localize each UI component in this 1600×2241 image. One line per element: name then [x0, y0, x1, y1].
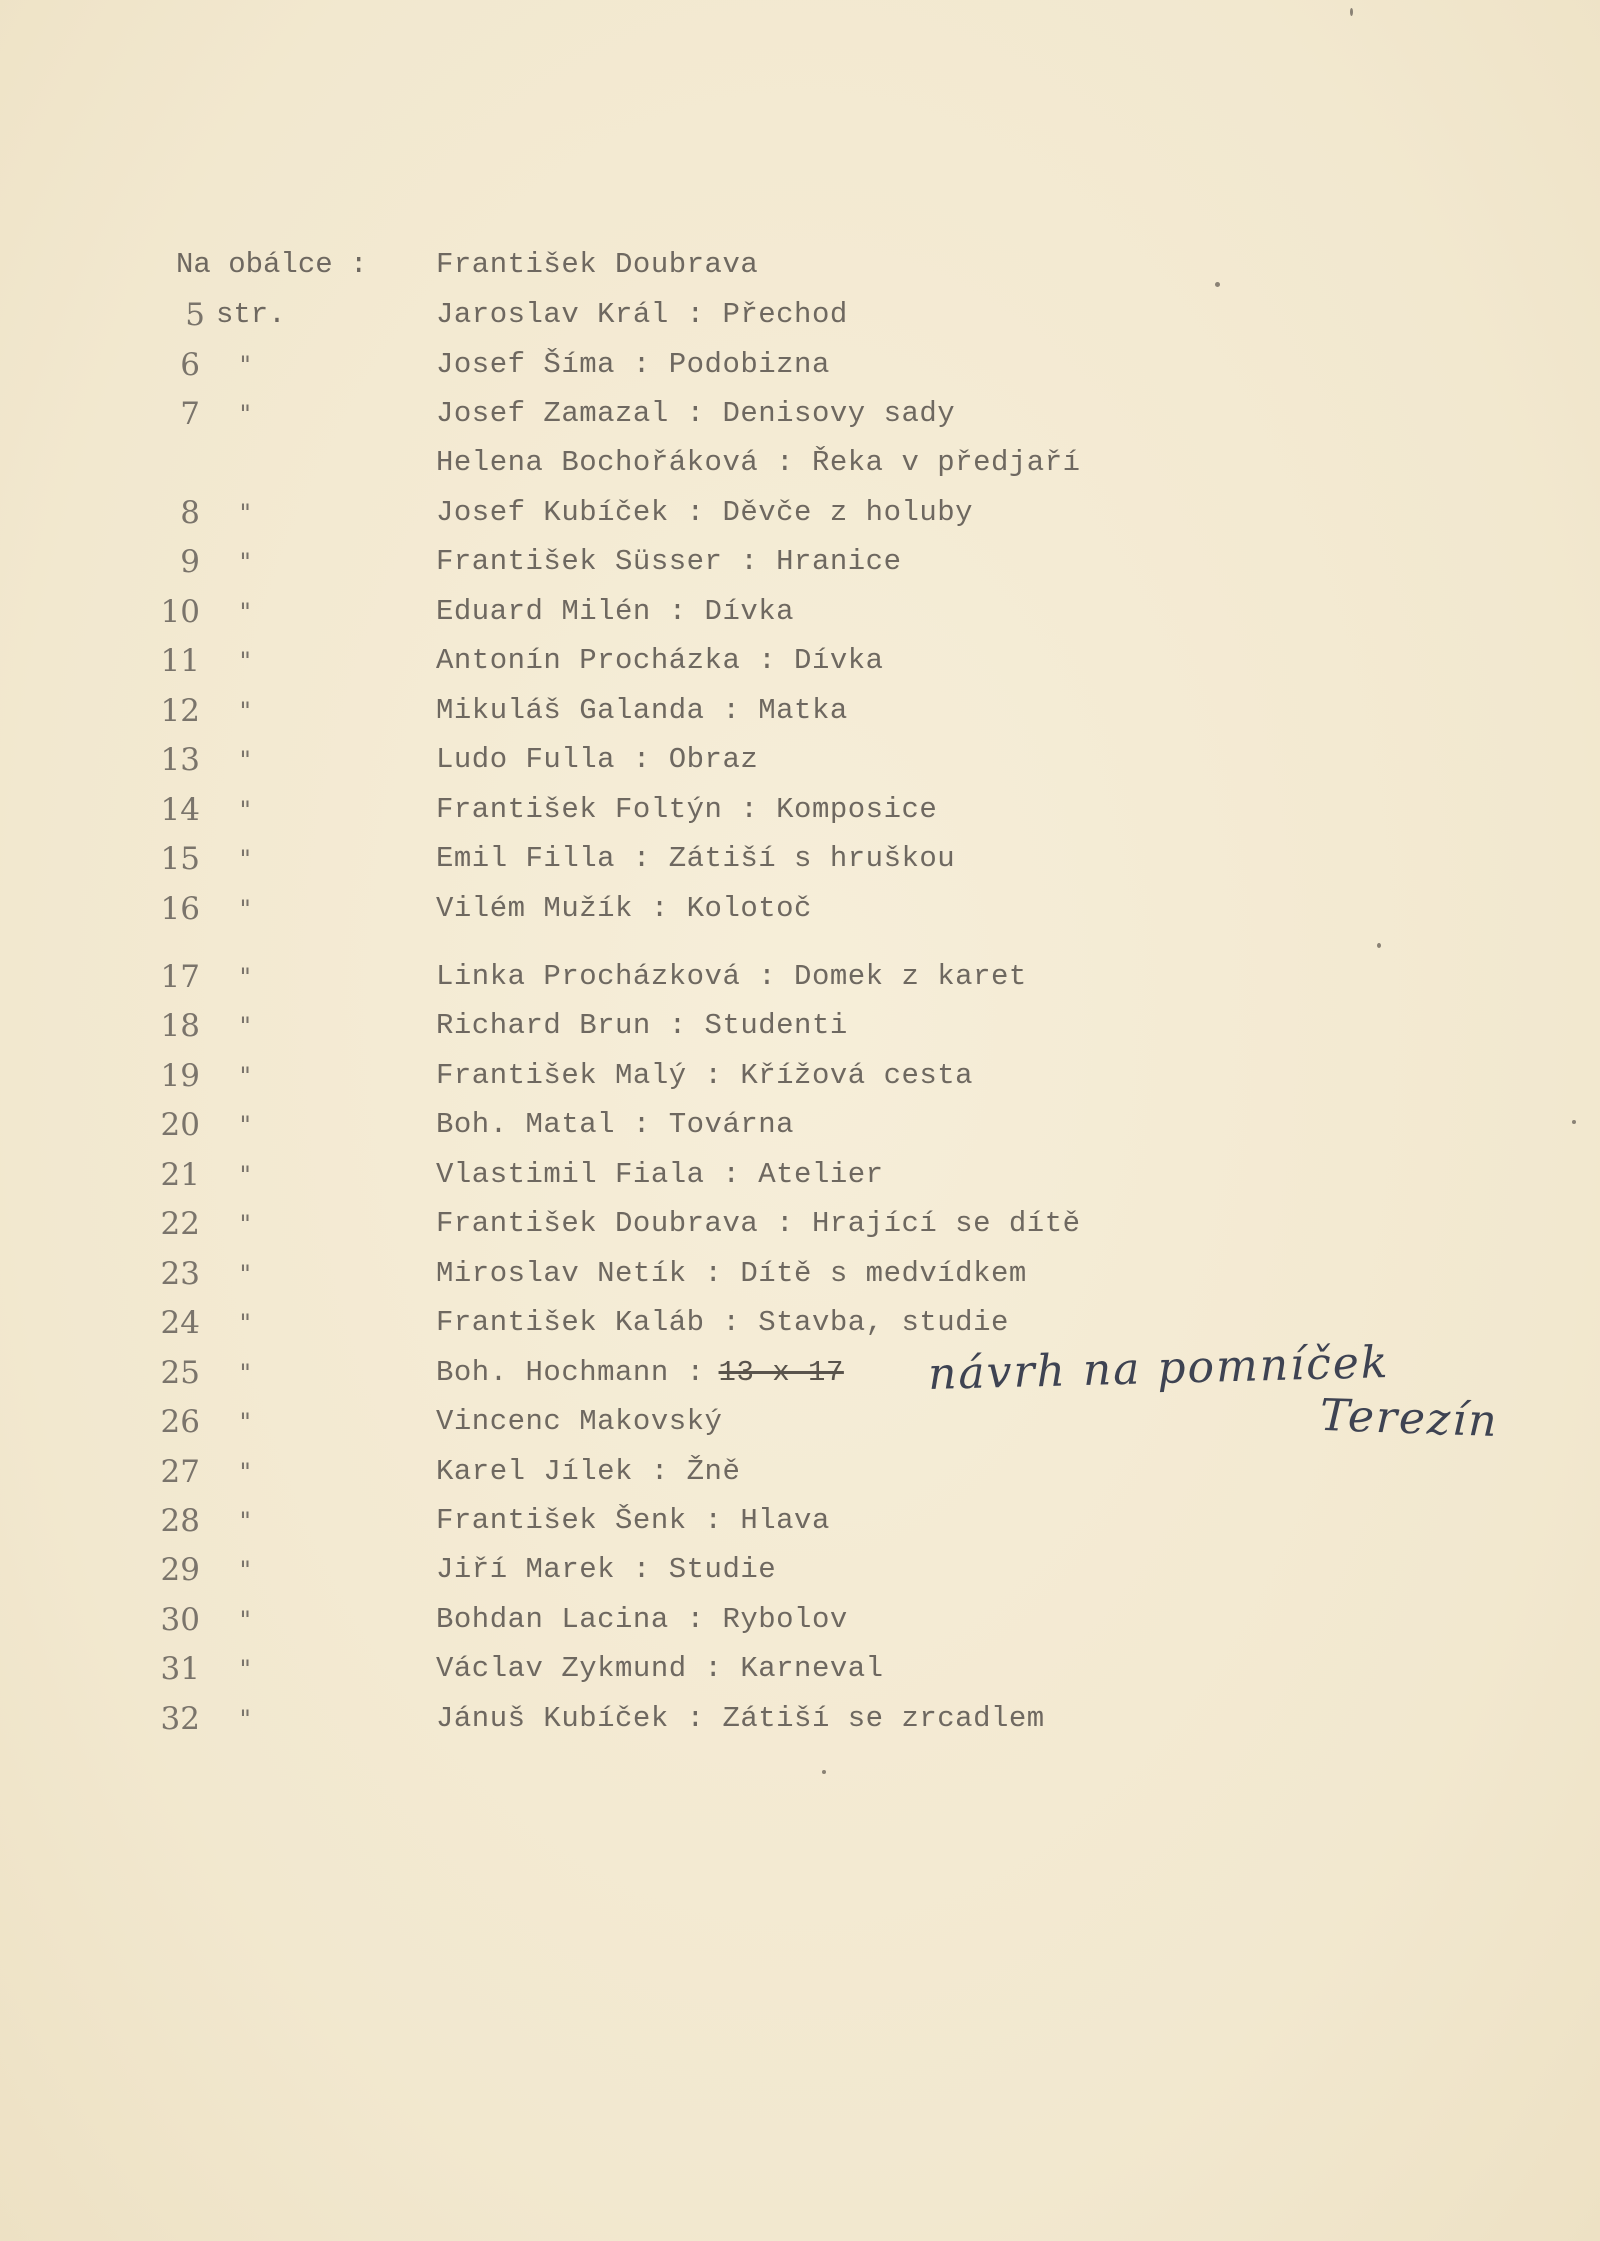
paper-speck: [822, 1770, 826, 1774]
artwork-entry: [436, 1501, 830, 1541]
page-number: 13: [160, 742, 200, 778]
ditto-mark: ": [238, 895, 253, 923]
artwork-entry: [436, 1105, 794, 1145]
artwork-entry-text: František Kaláb : Stavba, studie: [436, 1306, 1009, 1339]
artwork-entry-text: Josef Kubíček : Děvče z holuby: [436, 496, 974, 529]
ditto-mark: ": [238, 1556, 253, 1584]
artwork-entry-text: František Foltýn : Komposice: [436, 793, 938, 826]
artwork-entry-text: Mikuláš Galanda : Matka: [436, 694, 848, 727]
artwork-entry: [436, 1699, 1045, 1739]
artwork-entry: [436, 394, 955, 434]
artwork-entry: [436, 1550, 776, 1590]
artwork-entry: [436, 691, 848, 731]
artwork-entry-text: Linka Procházková : Domek z karet: [436, 960, 1027, 993]
artwork-entry: [436, 1155, 884, 1195]
artwork-entry: [436, 1056, 973, 1096]
ditto-mark: ": [238, 548, 253, 576]
ditto-mark: ": [238, 1705, 253, 1733]
ditto-mark: ": [238, 499, 253, 527]
page-number: 30: [160, 1602, 200, 1638]
artwork-entry-text: Vlastimil Fiala : Atelier: [436, 1158, 884, 1191]
page-number: 27: [160, 1454, 200, 1490]
struck-dimensions: 13 x 17: [718, 1356, 844, 1389]
artwork-entry-text: František Malý : Křížová cesta: [436, 1059, 974, 1092]
ditto-mark: ": [238, 845, 253, 873]
page-number: 14: [160, 792, 200, 828]
artwork-entry-text: Václav Zykmund : Karneval: [436, 1652, 884, 1685]
page-number: 28: [160, 1503, 200, 1539]
paper-speck: [1377, 943, 1381, 948]
page-number: 21: [160, 1157, 200, 1193]
artwork-entry-text: Vincenc Makovský: [436, 1405, 723, 1438]
artwork-entry-text: Boh. Matal : Továrna: [436, 1108, 795, 1141]
ditto-mark: ": [238, 351, 253, 379]
artwork-entry: [436, 1254, 1027, 1294]
page-number: 7: [180, 396, 200, 432]
page-number: 16: [160, 891, 200, 927]
artwork-entry: [436, 592, 794, 632]
page-number: 15: [160, 841, 200, 877]
artwork-entry: [436, 740, 758, 780]
ditto-mark: ": [238, 1161, 253, 1189]
artwork-entry-text: Vilém Mužík : Kolotoč: [436, 892, 812, 925]
ditto-mark: ": [238, 400, 253, 428]
artwork-entry: [436, 1006, 848, 1046]
artwork-entry: [436, 443, 1081, 483]
artwork-entry-text: Jiří Marek : Studie: [436, 1553, 777, 1586]
artwork-entry-text: Karel Jílek : Žně: [436, 1455, 741, 1488]
artwork-entry-text: Helena Bochořáková : Řeka v předjaří: [436, 446, 1081, 479]
page-number: 26: [160, 1404, 200, 1440]
ditto-mark: ": [238, 1507, 253, 1535]
ditto-mark: ": [238, 1260, 253, 1288]
artwork-entry: [436, 1649, 884, 1689]
artwork-entry: [436, 839, 955, 879]
page-number: 19: [160, 1058, 200, 1094]
ditto-mark: ": [238, 746, 253, 774]
artwork-entry-text: Josef Zamazal : Denisovy sady: [436, 397, 956, 430]
ditto-mark: ": [238, 697, 253, 725]
page-number: 6: [180, 347, 200, 383]
page-number: 31: [160, 1651, 200, 1687]
page-number: 24: [160, 1305, 200, 1341]
page-number: 22: [160, 1206, 200, 1242]
handwritten-note-line2: Terezín: [1319, 1389, 1500, 1448]
page-number: 23: [160, 1256, 200, 1292]
page-number: 11: [160, 643, 200, 679]
paper-speck: [1215, 282, 1220, 287]
artwork-entry: [436, 1204, 1081, 1244]
cover-label: Na obálce :: [176, 248, 368, 281]
page-number: 17: [160, 959, 200, 995]
page-number: 5: [185, 297, 205, 333]
ditto-mark: ": [238, 1309, 253, 1337]
artwork-entry-text: Bohdan Lacina : Rybolov: [436, 1603, 848, 1636]
paper-speck: [1350, 8, 1353, 16]
artwork-entry-text: Emil Filla : Zátiší s hruškou: [436, 842, 956, 875]
ditto-mark: ": [238, 1111, 253, 1139]
artwork-entry-text: Antonín Procházka : Dívka: [436, 644, 884, 677]
page-unit: str.: [216, 298, 286, 331]
handwritten-note-line1: návrh na pomníček: [927, 1336, 1391, 1401]
ditto-mark: ": [238, 963, 253, 991]
ditto-mark: ": [238, 1408, 253, 1436]
page-number: 32: [160, 1701, 200, 1737]
page-number: 18: [160, 1008, 200, 1044]
ditto-mark: ": [238, 598, 253, 626]
artwork-entry: [436, 1452, 740, 1492]
page-number: 25: [160, 1355, 200, 1391]
artwork-entry-text: Miroslav Netík : Dítě s medvídkem: [436, 1257, 1027, 1290]
artwork-entry: [436, 1402, 722, 1442]
artwork-entry: [436, 790, 937, 830]
artwork-entry-text: Boh. Hochmann :: [436, 1356, 705, 1389]
artwork-entry: [436, 295, 848, 335]
artwork-entry: [436, 957, 1027, 997]
page-number: 20: [160, 1107, 200, 1143]
ditto-mark: ": [238, 1062, 253, 1090]
artwork-entry-text: Jaroslav Král : Přechod: [436, 298, 848, 331]
cover-entry: František Doubrava: [436, 248, 759, 281]
ditto-mark: ": [238, 1359, 253, 1387]
ditto-mark: ": [238, 1458, 253, 1486]
page-number: 12: [160, 693, 200, 729]
artwork-entry-text: Richard Brun : Studenti: [436, 1009, 848, 1042]
page-number: 10: [160, 594, 200, 630]
artwork-entry-text: František Šenk : Hlava: [436, 1504, 830, 1537]
ditto-mark: ": [238, 1606, 253, 1634]
artwork-entry-text: Eduard Milén : Dívka: [436, 595, 795, 628]
artwork-entry: [436, 889, 812, 929]
artwork-entry-text: František Doubrava : Hrající se dítě: [436, 1207, 1081, 1240]
artwork-entry: [436, 1353, 844, 1393]
artwork-entry: [436, 345, 830, 385]
page-number: 29: [160, 1552, 200, 1588]
artwork-entry: [436, 1303, 1009, 1343]
paper-speck: [1572, 1120, 1576, 1124]
artwork-entry: [436, 641, 884, 681]
page-number: 9: [180, 544, 200, 580]
artwork-entry: [436, 1600, 848, 1640]
artwork-entry-text: Ludo Fulla : Obraz: [436, 743, 759, 776]
ditto-mark: ": [238, 1012, 253, 1040]
artwork-entry: [436, 542, 901, 582]
artwork-entry-text: Josef Šíma : Podobizna: [436, 348, 830, 381]
artwork-entry-text: František Süsser : Hranice: [436, 545, 902, 578]
ditto-mark: ": [238, 796, 253, 824]
ditto-mark: ": [238, 1655, 253, 1683]
artwork-entry-text: Jánuš Kubíček : Zátiší se zrcadlem: [436, 1702, 1045, 1735]
ditto-mark: ": [238, 1210, 253, 1238]
page-number: 8: [180, 495, 200, 531]
ditto-mark: ": [238, 647, 253, 675]
artwork-entry: [436, 493, 973, 533]
